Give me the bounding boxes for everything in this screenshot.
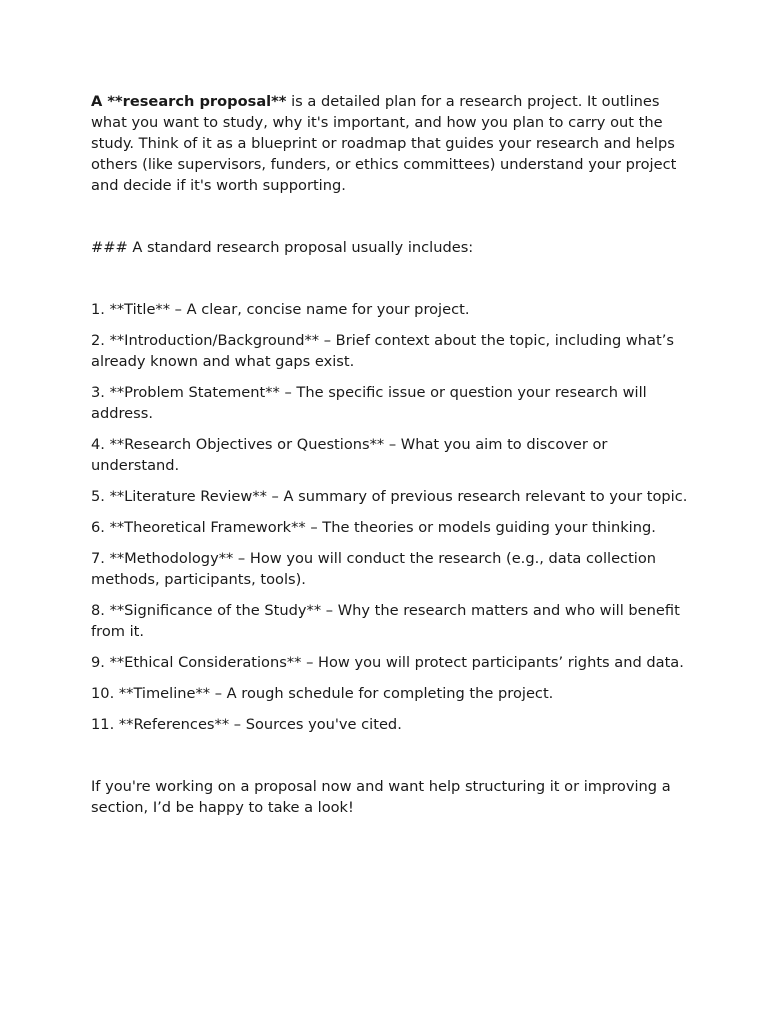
intro-bold-lead: A **research proposal** <box>91 93 287 110</box>
document-page <box>91 91 691 818</box>
list-item: 5. **Literature Review** – A summary of previous research relevant to your topic. <box>91 488 688 505</box>
components-list <box>91 299 691 735</box>
intro-text: is a detailed plan for a research project. It outlines what you want to study, why it's important, and how you plan to carry out the study. Think of it as a blueprint or roadmap that guides your research and helps others (like supervisors, funders, or ethics committees) understand your project and decide if it's worth supporting. <box>91 93 677 194</box>
closing-paragraph: If you're working on a proposal now and want help structuring it or improving a section, I’d be happy to take a look! <box>91 778 671 816</box>
section-heading: ### A standard research proposal usually includes: <box>91 239 474 256</box>
list-item: 10. **Timeline** – A rough schedule for completing the project. <box>91 685 554 702</box>
list-item: 7. **Methodology** – How you will conduct the research (e.g., data collection methods, participants, tools). <box>91 550 657 588</box>
list-item: 6. **Theoretical Framework** – The theories or models guiding your thinking. <box>91 519 656 536</box>
list-item: 11. **References** – Sources you've cited. <box>91 716 402 733</box>
list-item: 9. **Ethical Considerations** – How you will protect participants’ rights and data. <box>91 654 684 671</box>
list-item: 3. **Problem Statement** – The specific issue or question your research will address. <box>91 384 647 422</box>
list-item: 2. **Introduction/Background** – Brief context about the topic, including what’s already known and what gaps exist. <box>91 332 674 370</box>
list-item: 1. **Title** – A clear, concise name for your project. <box>91 301 470 318</box>
intro-paragraph <box>91 91 691 196</box>
list-item: 8. **Significance of the Study** – Why the research matters and who will benefit from it. <box>91 602 680 640</box>
list-item: 4. **Research Objectives or Questions** – What you aim to discover or understand. <box>91 436 608 474</box>
